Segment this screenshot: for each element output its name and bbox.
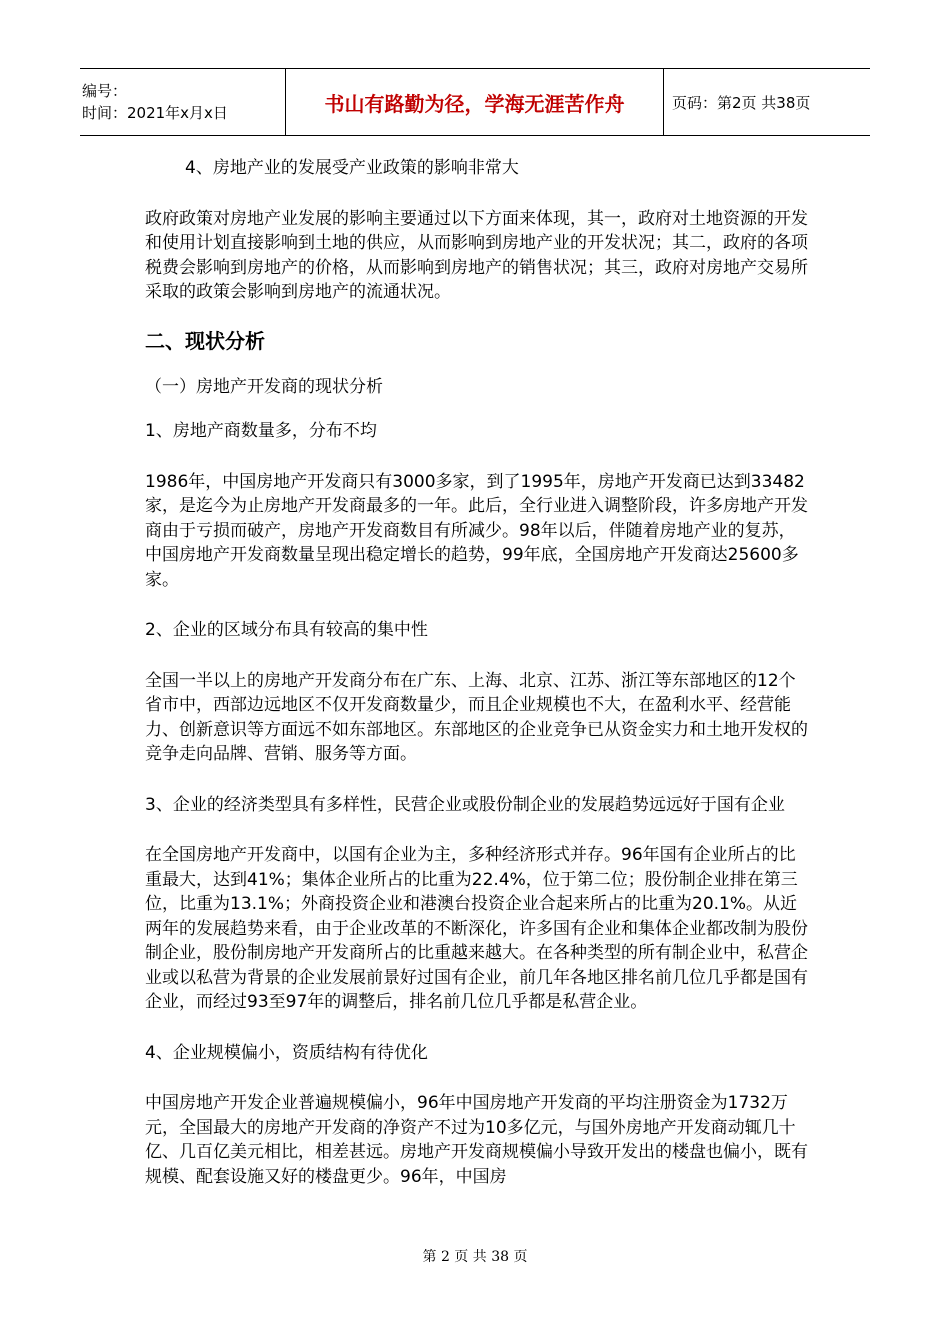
point-1-heading: 1、房地产商数量多，分布不均 [145, 421, 377, 441]
document-body [145, 150, 810, 1189]
header-page-number: 页码：第2页 共38页 [664, 69, 871, 136]
page-footer: 第 2 页 共 38 页 [422, 1249, 528, 1265]
subsection-title: （一）房地产开发商的现状分析 [145, 376, 383, 397]
point-4-paragraph: 中国房地产开发企业普遍规模偏小，96年中国房地产开发商的平均注册资金为1732万元，全国最大的房地产开发商的净资产不过为10多亿元，与国外房地产开发商动辄几十亿、几百亿美元相比，相差甚远。房地产开发商规模偏小导致开发出的楼盘也偏小，既有规模、配套设施又好的楼盘更少。96年，中国房 [145, 1093, 808, 1187]
header-code: 编号： [82, 82, 128, 100]
section-title: 二、现状分析 [145, 328, 265, 353]
point-3-paragraph: 在全国房地产开发商中，以国有企业为主，多种经济形式并存。96年国有企业所占的比重最大，达到41%；集体企业所占的比重为22.4%，位于第二位；股份制企业排在第三位，比重为13.1%；外商投资企业和港澳台投资企业合起来所占的比重为20.1%。从近两年的发展趋势来看，由于企业改革的不断深化，许多国有企业和集体企业都改制为股份制企业，股份制房地产开发商所占的比重越来越大。在各种类型的所有制企业中，私营企业或以私营为背景的企业发展前景好过国有企业，前几年各地区排名前几位几乎都是国有企业，而经过93至97年的调整后，排名前几位几乎都是私营企业。 [145, 845, 808, 1012]
policy-paragraph: 政府政策对房地产业发展的影响主要通过以下方面来体现，其一，政府对土地资源的开发和使用计划直接影响到土地的供应，从而影响到房地产业的开发状况；其二，政府的各项税费会影响到房地产的价格，从而影响到房地产的销售状况；其三，政府对房地产交易所采取的政策会影响到房地产的流通状况。 [145, 208, 808, 302]
point-3-heading: 3、企业的经济类型具有多样性，民营企业或股份制企业的发展趋势远远好于国有企业 [145, 794, 785, 815]
header-time: 时间：2021年x月x日 [82, 104, 228, 122]
point-2-paragraph: 全国一半以上的房地产开发商分布在广东、上海、北京、江苏、浙江等东部地区的12个省市中，西部边远地区不仅开发商数量少，而且企业规模也不大，在盈利水平、经营能力、创新意识等方面远不如东部地区。东部地区的企业竞争已从资金实力和土地开发权的竞争走向品牌、营销、服务等方面。 [145, 670, 808, 764]
page-header [80, 68, 870, 136]
item4-heading: 4、房地产业的发展受产业政策的影响非常大 [185, 158, 519, 178]
header-motto: 书山有路勤为径，学海无涯苦作舟 [286, 69, 664, 136]
point-1-paragraph: 1986年，中国房地产开发商只有3000多家，到了1995年，房地产开发商已达到33482家，是迄今为止房地产开发商最多的一年。此后，全行业进入调整阶段，许多房地产开发商由于亏损而破产，房地产开发商数目有所减少。98年以后，伴随着房地产业的复苏，中国房地产开发商数量呈现出稳定增长的趋势，99年底，全国房地产开发商达25600多家。 [145, 471, 808, 590]
header-meta [80, 69, 286, 136]
point-2-heading: 2、企业的区域分布具有较高的集中性 [145, 620, 428, 640]
point-4-heading: 4、企业规模偏小，资质结构有待优化 [145, 1042, 428, 1063]
